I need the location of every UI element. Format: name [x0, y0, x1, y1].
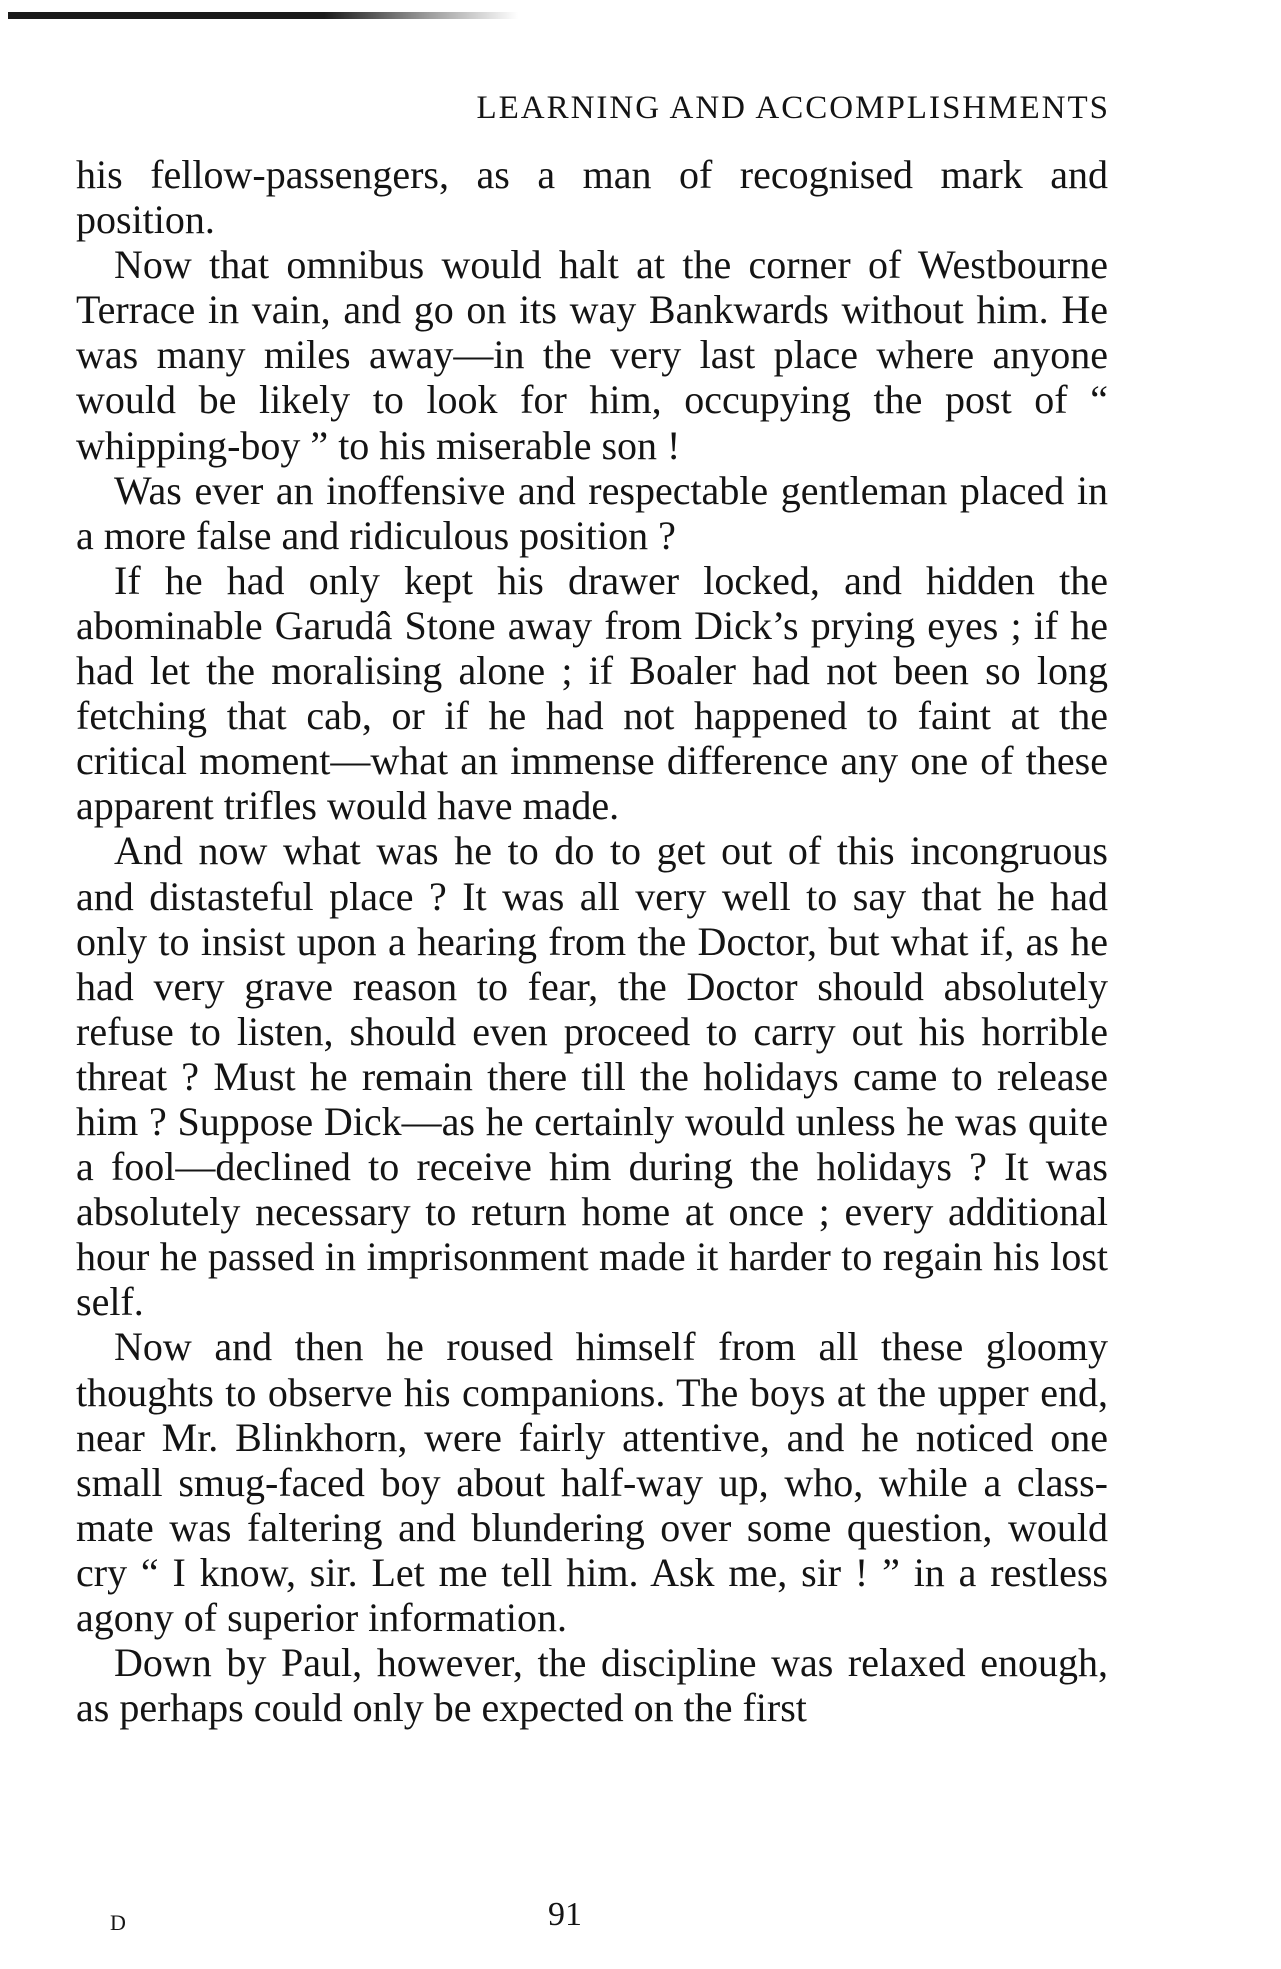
top-rule: [8, 12, 518, 19]
running-head: LEARNING AND ACCOMPLISHMENTS: [476, 90, 1110, 126]
paragraph: Now that omnibus would halt at the corner of Westbourne Terrace in vain, and go on its way Bankwards without him. He was many miles away—in the very last place where anyone would be likely to look for him, occupying the post of “ whipping-boy ” to his miserable son !: [76, 242, 1108, 468]
signature-mark: D: [110, 1910, 127, 1935]
paragraph: Now and then he roused himself from all these gloomy thoughts to observe his companions. The boys at the upper end, near Mr. Blinkhorn, were fairly attentive, and he noticed one small smug-faced boy about half-way up, who, while a class-mate was faltering and blundering over some question, would cry “ I know, sir. Let me tell him. Ask me, sir ! ” in a restless agony of superior information.: [76, 1324, 1108, 1640]
paragraph: And now what was he to do to get out of this incongruous and distasteful place ? It was all very well to say that he had only to insist upon a hearing from the Doctor, but what if, as he had very grave reason to fear, the Doctor should absolutely refuse to listen, should even proceed to carry out his horrible threat ? Must he remain there till the holidays came to release him ? Suppose Dick—as he certainly would unless he was quite a fool—declined to receive him during the holidays ? It was absolutely necessary to return home at once ; every additional hour he passed in imprisonment made it harder to regain his lost self.: [76, 828, 1108, 1325]
body-text: [76, 152, 1108, 1730]
page-number: 91: [548, 1896, 582, 1933]
paragraph: Down by Paul, however, the discipline was relaxed enough, as perhaps could only be expected on the first: [76, 1640, 1108, 1731]
paragraph: If he had only kept his drawer locked, and hidden the abominable Garudâ Stone away from Dick’s prying eyes ; if he had let the moralising alone ; if Boaler had not been so long fetching that cab, or if he had not happened to faint at the critical moment—what an immense difference any one of these apparent trifles would have made.: [76, 557, 1108, 829]
paragraph: Was ever an inoffensive and respectable gentleman placed in a more false and ridiculous position ?: [76, 467, 1108, 558]
paragraph: his fellow-passengers, as a man of recognised mark and position.: [76, 152, 1108, 243]
